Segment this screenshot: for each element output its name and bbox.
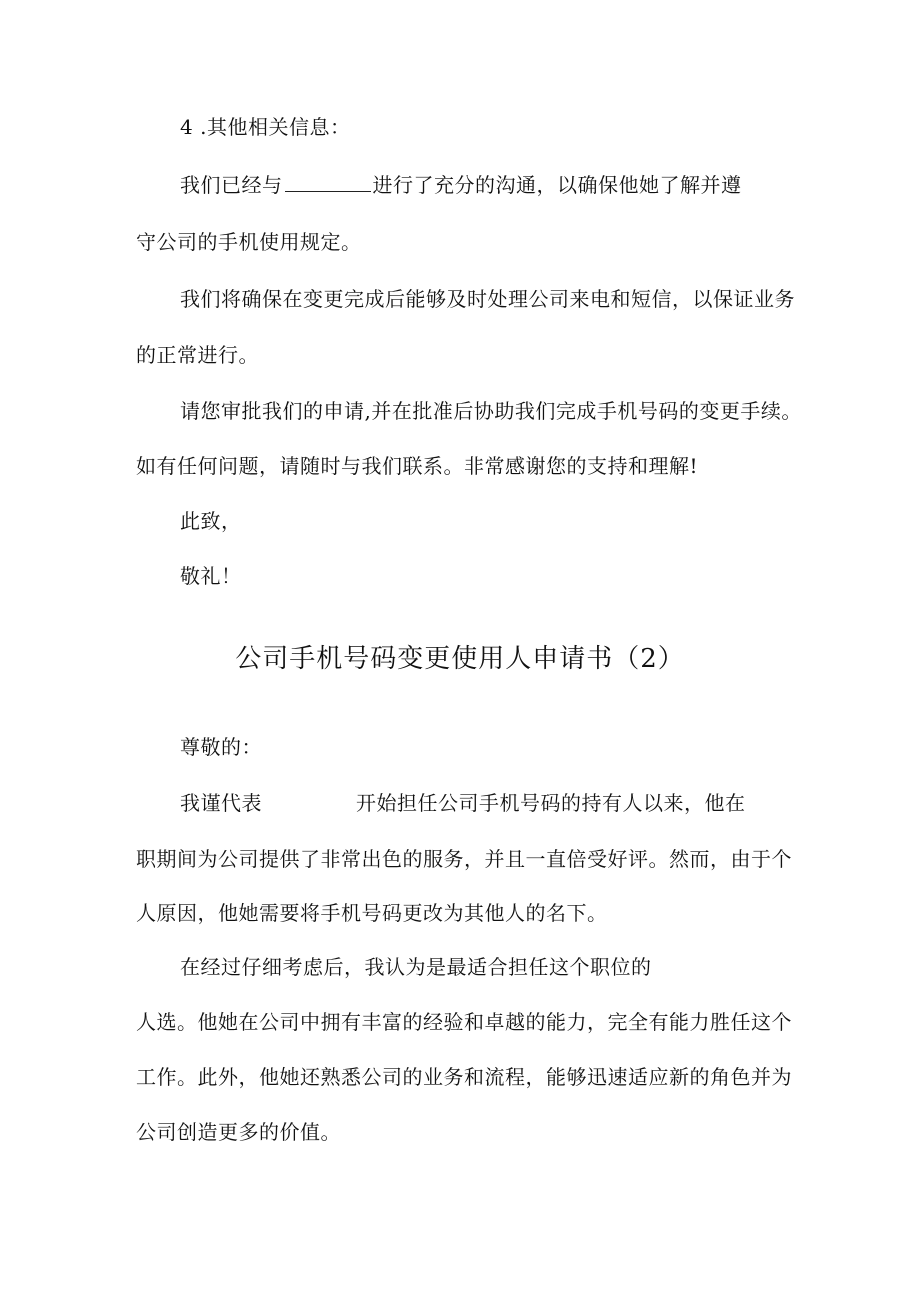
paragraph-line: 职期间为公司提供了非常出色的服务，并且一直倍受好评。然而，由于个 (136, 847, 792, 871)
salutation: 尊敬的： (180, 735, 262, 759)
paragraph-line: 人原因，他她需要将手机号码更改为其他人的名下。 (136, 901, 608, 925)
closing-line: 此致， (180, 509, 242, 533)
paragraph-line (180, 171, 742, 199)
paragraph-line (180, 789, 746, 817)
paragraph-line: 工作。此外，他她还熟悉公司的业务和流程，能够迅速适应新的角色并为 (136, 1065, 792, 1089)
paragraph-line: 请您审批我们的申请,并在批准后协助我们完成手机号码的变更手续。 (180, 399, 802, 423)
text-span: 进行了充分的沟通，以确保他她了解并遵 (372, 173, 742, 197)
paragraph-line: 守公司的手机使用规定。 (136, 230, 362, 254)
paragraph-line: 我们将确保在变更完成后能够及时处理公司来电和短信，以保证业务 (180, 287, 795, 311)
paragraph-line: 的正常进行。 (136, 343, 259, 367)
text-span: 我谨代表 (180, 791, 262, 815)
paragraph-line: 如有任何问题，请随时与我们联系。非常感谢您的支持和理解! (136, 454, 699, 478)
paragraph-line: 人选。他她在公司中拥有丰富的经验和卓越的能力，完全有能力胜任这个 (136, 1010, 792, 1034)
fill-in-blank (285, 173, 371, 192)
paragraph-line: 在经过仔细考虑后，我认为是最适合担任这个职位的 (180, 955, 652, 979)
text-span: 我们已经与 (180, 173, 283, 197)
paragraph-line: 公司创造更多的价值。 (136, 1120, 341, 1144)
section-heading: 4 .其他相关信息： (180, 115, 351, 139)
closing-line: 敬礼！ (180, 564, 242, 588)
text-span: 开始担任公司手机号码的持有人以来，他在 (356, 791, 746, 815)
document-title: 公司手机号码变更使用人申请书（2） (235, 644, 685, 674)
